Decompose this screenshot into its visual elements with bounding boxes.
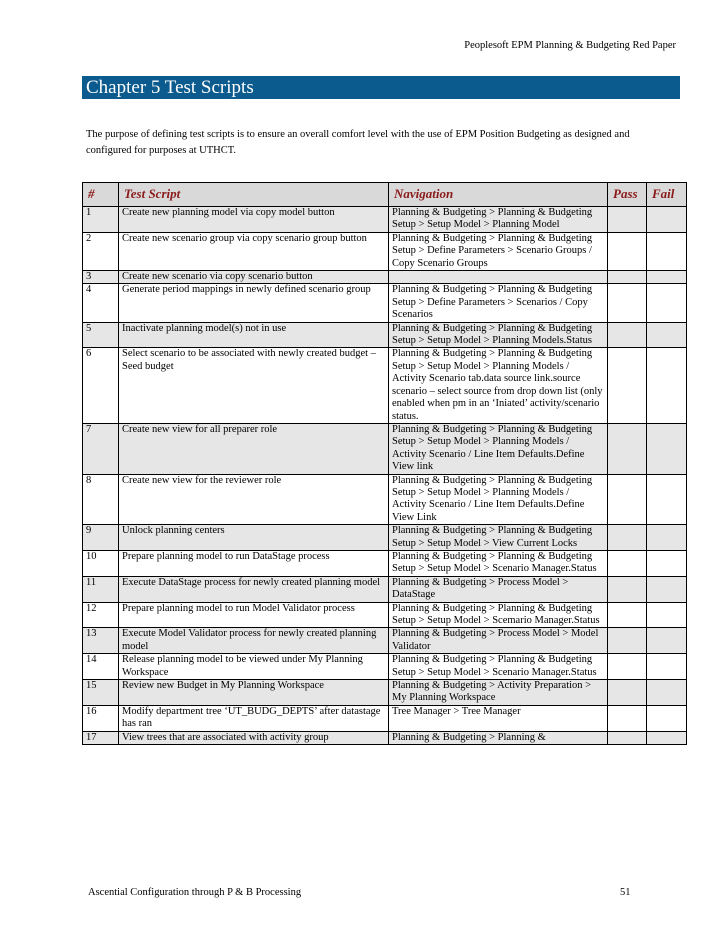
row-number: 3 bbox=[83, 271, 119, 284]
row-navigation: Planning & Budgeting > Planning & Budgeting Setup > Setup Model > Scemario Manager.Status bbox=[389, 602, 608, 628]
page-number: 51 bbox=[620, 887, 631, 898]
row-number: 11 bbox=[83, 576, 119, 602]
row-navigation: Planning & Budgeting > Planning & Budgeting Setup > Setup Model > Planning Models / Activity Scenario tab.data source link.source scenario – select source from drop down list (only enabled when pm in an ‘Iniated’ activity/scenario status. bbox=[389, 348, 608, 423]
row-pass-cell bbox=[608, 550, 647, 576]
row-navigation: Tree Manager > Tree Manager bbox=[389, 705, 608, 731]
row-number: 12 bbox=[83, 602, 119, 628]
row-number: 10 bbox=[83, 550, 119, 576]
row-test-script: Create new scenario group via copy scenario group button bbox=[119, 232, 389, 270]
row-fail-cell bbox=[647, 602, 687, 628]
row-pass-cell bbox=[608, 602, 647, 628]
row-number: 14 bbox=[83, 654, 119, 680]
table-row bbox=[83, 348, 687, 423]
row-number: 6 bbox=[83, 348, 119, 423]
row-test-script: Prepare planning model to run Model Validator process bbox=[119, 602, 389, 628]
table-header-row bbox=[83, 183, 687, 207]
row-navigation: Planning & Budgeting > Activity Preparation > My Planning Workspace bbox=[389, 680, 608, 706]
row-navigation: Planning & Budgeting > Planning & Budgeting Setup > Setup Model > Scenario Manager.Status bbox=[389, 550, 608, 576]
row-fail-cell bbox=[647, 550, 687, 576]
row-navigation: Planning & Budgeting > Planning & Budgeting Setup > Setup Model > Planning Models / Activity Scenario / Line Item Defaults.Define View Link bbox=[389, 474, 608, 525]
row-pass-cell bbox=[608, 680, 647, 706]
row-fail-cell bbox=[647, 207, 687, 233]
intro-paragraph: The purpose of defining test scripts is to ensure an overall comfort level with the use of EPM Position Budgeting as designed and configured for purposes at UTHCT. bbox=[86, 129, 630, 156]
row-pass-cell bbox=[608, 731, 647, 744]
row-fail-cell bbox=[647, 322, 687, 348]
table-row bbox=[83, 284, 687, 322]
row-navigation: Planning & Budgeting > Process Model > DataStage bbox=[389, 576, 608, 602]
row-fail-cell bbox=[647, 284, 687, 322]
column-header-navigation: Navigation bbox=[389, 183, 608, 207]
row-fail-cell bbox=[647, 628, 687, 654]
table-row bbox=[83, 654, 687, 680]
row-number: 17 bbox=[83, 731, 119, 744]
row-test-script: Create new scenario via copy scenario button bbox=[119, 271, 389, 284]
table-row bbox=[83, 474, 687, 525]
table-row bbox=[83, 576, 687, 602]
table-row bbox=[83, 525, 687, 551]
column-header-fail: Fail bbox=[647, 183, 687, 207]
row-pass-cell bbox=[608, 423, 647, 474]
row-pass-cell bbox=[608, 322, 647, 348]
row-fail-cell bbox=[647, 654, 687, 680]
row-fail-cell bbox=[647, 474, 687, 525]
row-fail-cell bbox=[647, 232, 687, 270]
row-navigation: Planning & Budgeting > Planning & Budgeting Setup > Setup Model > View Current Locks bbox=[389, 525, 608, 551]
row-fail-cell bbox=[647, 731, 687, 744]
row-number: 4 bbox=[83, 284, 119, 322]
row-test-script: Create new view for all preparer role bbox=[119, 423, 389, 474]
table-row bbox=[83, 550, 687, 576]
running-header: Peoplesoft EPM Planning & Budgeting Red Paper bbox=[464, 40, 676, 51]
row-pass-cell bbox=[608, 628, 647, 654]
row-pass-cell bbox=[608, 284, 647, 322]
row-navigation: Planning & Budgeting > Planning & Budgeting Setup > Setup Model > Scenario Manager.Status bbox=[389, 654, 608, 680]
row-test-script: Create new view for the reviewer role bbox=[119, 474, 389, 525]
row-number: 7 bbox=[83, 423, 119, 474]
row-pass-cell bbox=[608, 348, 647, 423]
row-test-script: Execute Model Validator process for newly created planning model bbox=[119, 628, 389, 654]
row-navigation: Planning & Budgeting > Planning & Budgeting Setup > Setup Model > Planning Models.Status bbox=[389, 322, 608, 348]
row-navigation: Planning & Budgeting > Planning & Budgeting Setup > Setup Model > Planning Model bbox=[389, 207, 608, 233]
column-header-pass: Pass bbox=[608, 183, 647, 207]
row-fail-cell bbox=[647, 348, 687, 423]
row-pass-cell bbox=[608, 207, 647, 233]
table-row bbox=[83, 423, 687, 474]
row-number: 9 bbox=[83, 525, 119, 551]
row-pass-cell bbox=[608, 525, 647, 551]
row-pass-cell bbox=[608, 474, 647, 525]
row-navigation: Planning & Budgeting > Planning & bbox=[389, 731, 608, 744]
row-fail-cell bbox=[647, 525, 687, 551]
row-navigation: Planning & Budgeting > Planning & Budgeting Setup > Define Parameters > Scenario Groups / Copy Scenario Groups bbox=[389, 232, 608, 270]
row-fail-cell bbox=[647, 680, 687, 706]
row-test-script: Unlock planning centers bbox=[119, 525, 389, 551]
row-number: 5 bbox=[83, 322, 119, 348]
table-row bbox=[83, 731, 687, 744]
row-pass-cell bbox=[608, 705, 647, 731]
column-header-test-script: Test Script bbox=[119, 183, 389, 207]
row-test-script: Modify department tree ‘UT_BUDG_DEPTS’ after datastage has ran bbox=[119, 705, 389, 731]
row-number: 2 bbox=[83, 232, 119, 270]
chapter-title: Chapter 5 Test Scripts bbox=[82, 76, 680, 99]
row-fail-cell bbox=[647, 423, 687, 474]
table-row bbox=[83, 602, 687, 628]
row-test-script: Prepare planning model to run DataStage process bbox=[119, 550, 389, 576]
row-test-script: Execute DataStage process for newly created planning model bbox=[119, 576, 389, 602]
row-number: 1 bbox=[83, 207, 119, 233]
row-test-script: Release planning model to be viewed under My Planning Workspace bbox=[119, 654, 389, 680]
row-test-script: View trees that are associated with activity group bbox=[119, 731, 389, 744]
row-test-script: Select scenario to be associated with newly created budget – Seed budget bbox=[119, 348, 389, 423]
row-test-script: Inactivate planning model(s) not in use bbox=[119, 322, 389, 348]
test-scripts-table bbox=[82, 182, 687, 745]
row-navigation bbox=[389, 271, 608, 284]
row-test-script: Generate period mappings in newly defined scenario group bbox=[119, 284, 389, 322]
table-row bbox=[83, 271, 687, 284]
table-row bbox=[83, 680, 687, 706]
row-fail-cell bbox=[647, 705, 687, 731]
row-test-script: Review new Budget in My Planning Workspace bbox=[119, 680, 389, 706]
row-number: 15 bbox=[83, 680, 119, 706]
row-fail-cell bbox=[647, 271, 687, 284]
table-row bbox=[83, 232, 687, 270]
row-navigation: Planning & Budgeting > Planning & Budgeting Setup > Define Parameters > Scenarios / Copy Scenarios bbox=[389, 284, 608, 322]
footer-section-title: Ascential Configuration through P & B Processing bbox=[88, 887, 302, 898]
row-test-script: Create new planning model via copy model button bbox=[119, 207, 389, 233]
row-fail-cell bbox=[647, 576, 687, 602]
table-row bbox=[83, 628, 687, 654]
table-row bbox=[83, 322, 687, 348]
row-navigation: Planning & Budgeting > Planning & Budgeting Setup > Setup Model > Planning Models / Activity Scenario / Line Item Defaults.Define View link bbox=[389, 423, 608, 474]
table-row bbox=[83, 705, 687, 731]
row-pass-cell bbox=[608, 654, 647, 680]
row-pass-cell bbox=[608, 232, 647, 270]
column-header-number: # bbox=[83, 183, 119, 207]
table-row bbox=[83, 207, 687, 233]
row-number: 8 bbox=[83, 474, 119, 525]
row-number: 16 bbox=[83, 705, 119, 731]
row-pass-cell bbox=[608, 271, 647, 284]
row-number: 13 bbox=[83, 628, 119, 654]
row-pass-cell bbox=[608, 576, 647, 602]
row-navigation: Planning & Budgeting > Process Model > Model Validator bbox=[389, 628, 608, 654]
